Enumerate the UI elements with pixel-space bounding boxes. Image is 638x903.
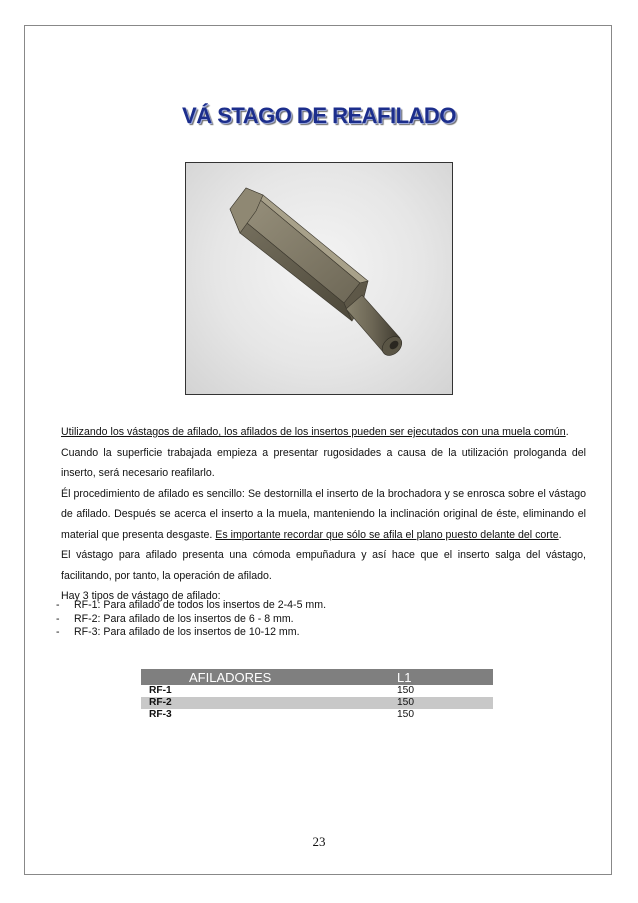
list-item-text: RF-1: Para afilado de todos los insertos de 2-4-5 mm. [74,599,327,611]
cell-l1: 150 [397,685,414,696]
cell-name: RF-1 [149,685,172,696]
paragraph-5: Hay 3 tipos de vástago de afilado: [61,590,221,602]
header-l1: L1 [397,669,493,685]
list-item [56,599,576,613]
paragraph-3 [61,484,586,546]
dash-bullet: - [56,599,60,611]
table-row [141,685,493,697]
text-span: . [558,528,562,541]
list-item [56,626,576,640]
cell-name: RF-2 [141,697,397,709]
list-item-text: RF-2: Para afilado de los insertos de 6 - 8 mm. [74,612,294,625]
sharpeners-table [141,669,493,721]
page-title: VÁ STAGO DE REAFILADO [182,103,456,128]
types-list [56,599,576,640]
cell-name: RF-3 [149,709,172,720]
body-text [61,422,586,607]
paragraph-4: El vástago para afilado presenta una cómoda empuñadura y así hace que el inserto salga del vástago, facilitando, por tanto, la operación de afilado. [61,549,586,582]
header-afiladores: AFILADORES [141,669,397,685]
tool-illustration [186,163,454,396]
list-item [56,613,576,627]
tool-image [185,162,453,395]
underlined-text: Es importante recordar que sólo se afila el plano puesto delante del corte [215,528,559,541]
dash-bullet: - [56,612,60,625]
table-row [141,697,493,709]
dash-bullet: - [56,626,60,638]
text-span: . [565,426,569,438]
table-header-row [141,669,493,685]
cell-l1: 150 [397,709,414,720]
cell-l1: 150 [397,697,493,709]
text-span: Él procedimiento de afilado es sencillo: Se destornilla el inserto de la brochadora y se enrosca sobre el vástago de afilado. Después se acerca el inserto a la muela, manteniendo la inclinación original de éste, eliminando el material que presenta desgaste. [61,487,586,541]
paragraph-1 [61,422,586,443]
page-number: 23 [312,834,326,849]
paragraph-2: Cuando la superficie trabajada empieza a presentar rugosidades a causa de la utilización prologanda del inserto, será necesario reafilarlo. [61,446,586,479]
list-item-text: RF-3: Para afilado de los insertos de 10-12 mm. [74,626,300,638]
underlined-text: Utilizando los vástagos de afilado, los afilados de los insertos pueden ser ejecutados con una muela común [61,426,566,438]
table-row [141,709,493,721]
